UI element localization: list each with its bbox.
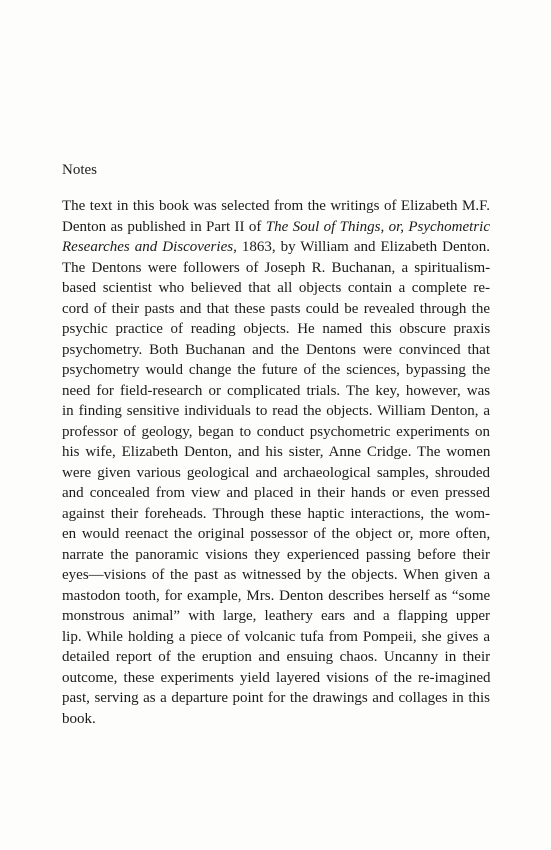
text-line: [62, 299, 490, 320]
text-segment: lip. While holding a piece of volcanic tufa from Pompeii, she gives a: [62, 628, 490, 645]
text-line: [62, 381, 490, 402]
text-line: [62, 504, 490, 525]
text-segment: and concealed from view and placed in their hands or even pressed: [62, 485, 490, 501]
text-segment: based scientist who believed that all objects contain a complete re-: [62, 280, 490, 296]
text-line: [62, 237, 490, 258]
text-segment: were given various geological and archaeological samples, shrouded: [62, 464, 490, 481]
text-segment: past, serving as a departure point for the drawings and collages in this: [62, 690, 490, 706]
text-line: [62, 606, 490, 627]
text-segment: The Dentons were followers of Joseph R. Buchanan, a spiritualism-: [62, 259, 491, 276]
text-segment: , 1863, by William and Elizabeth Denton.: [233, 239, 491, 255]
text-segment: psychometry would change the future of the sciences, bypassing the: [62, 362, 491, 378]
italic-title-text: Researches and Discoveries: [62, 239, 234, 255]
text-segment: need for field-research or complicated trials. The key, however, was: [62, 382, 491, 399]
text-segment: cord of their pasts and that these pasts could be revealed through the: [62, 300, 490, 317]
text-segment: en would reenact the original possessor of the object or, more often,: [62, 526, 491, 542]
text-segment: psychic practice of reading objects. He named this obscure praxis: [62, 321, 491, 337]
text-segment: The text in this book was selected from the writings of Elizabeth M.F.: [62, 198, 490, 214]
text-segment: narrate the panoramic visions they experienced passing before their: [62, 546, 490, 563]
text-line: [62, 545, 490, 566]
text-line: [62, 442, 490, 463]
text-segment: detailed report of the eruption and ensuing chaos. Uncanny in their: [62, 649, 491, 665]
text-line: [62, 422, 490, 443]
text-segment: monstrous animal” with large, leathery ears and a flapping upper: [62, 608, 490, 624]
text-segment: mastodon tooth, for example, Mrs. Denton describes herself as “some: [62, 587, 491, 604]
text-segment: professor of geology, began to conduct psychometric experiments on: [62, 423, 490, 440]
notes-paragraph: [62, 196, 490, 729]
text-segment: his wife, Elizabeth Denton, and his sister, Anne Cridge. The women: [62, 444, 491, 460]
text-line: [62, 565, 490, 586]
text-line: [62, 627, 490, 648]
text-line: [62, 709, 490, 730]
text-segment: outcome, these experiments yield layered visions of the re-imagined: [62, 669, 491, 686]
text-line: [62, 360, 490, 381]
text-segment: eyes—visions of the past as witnessed by the objects. When given a: [62, 567, 491, 583]
italic-title-text: The Soul of Things, or, Psychometric: [265, 218, 490, 235]
text-segment: book.: [62, 710, 96, 727]
text-line: [62, 319, 490, 340]
page-heading: Notes: [62, 162, 97, 178]
text-line: [62, 258, 490, 279]
text-segment: psychometry. Both Buchanan and the Dentons were convinced that: [62, 341, 490, 358]
text-segment: in finding sensitive individuals to read the objects. William Denton, a: [62, 403, 490, 419]
text-line: [62, 483, 490, 504]
text-line: [62, 401, 490, 422]
text-line: [62, 217, 490, 238]
text-line: [62, 196, 490, 217]
text-segment: Denton as published in Part II of: [62, 218, 266, 235]
text-line: [62, 524, 490, 545]
text-line: [62, 278, 490, 299]
text-segment: against their foreheads. Through these haptic interactions, the wom-: [62, 505, 490, 522]
text-line: [62, 668, 490, 689]
text-line: [62, 463, 490, 484]
text-line: [62, 340, 490, 361]
text-line: [62, 586, 490, 607]
text-line: [62, 688, 490, 709]
text-line: [62, 647, 490, 668]
